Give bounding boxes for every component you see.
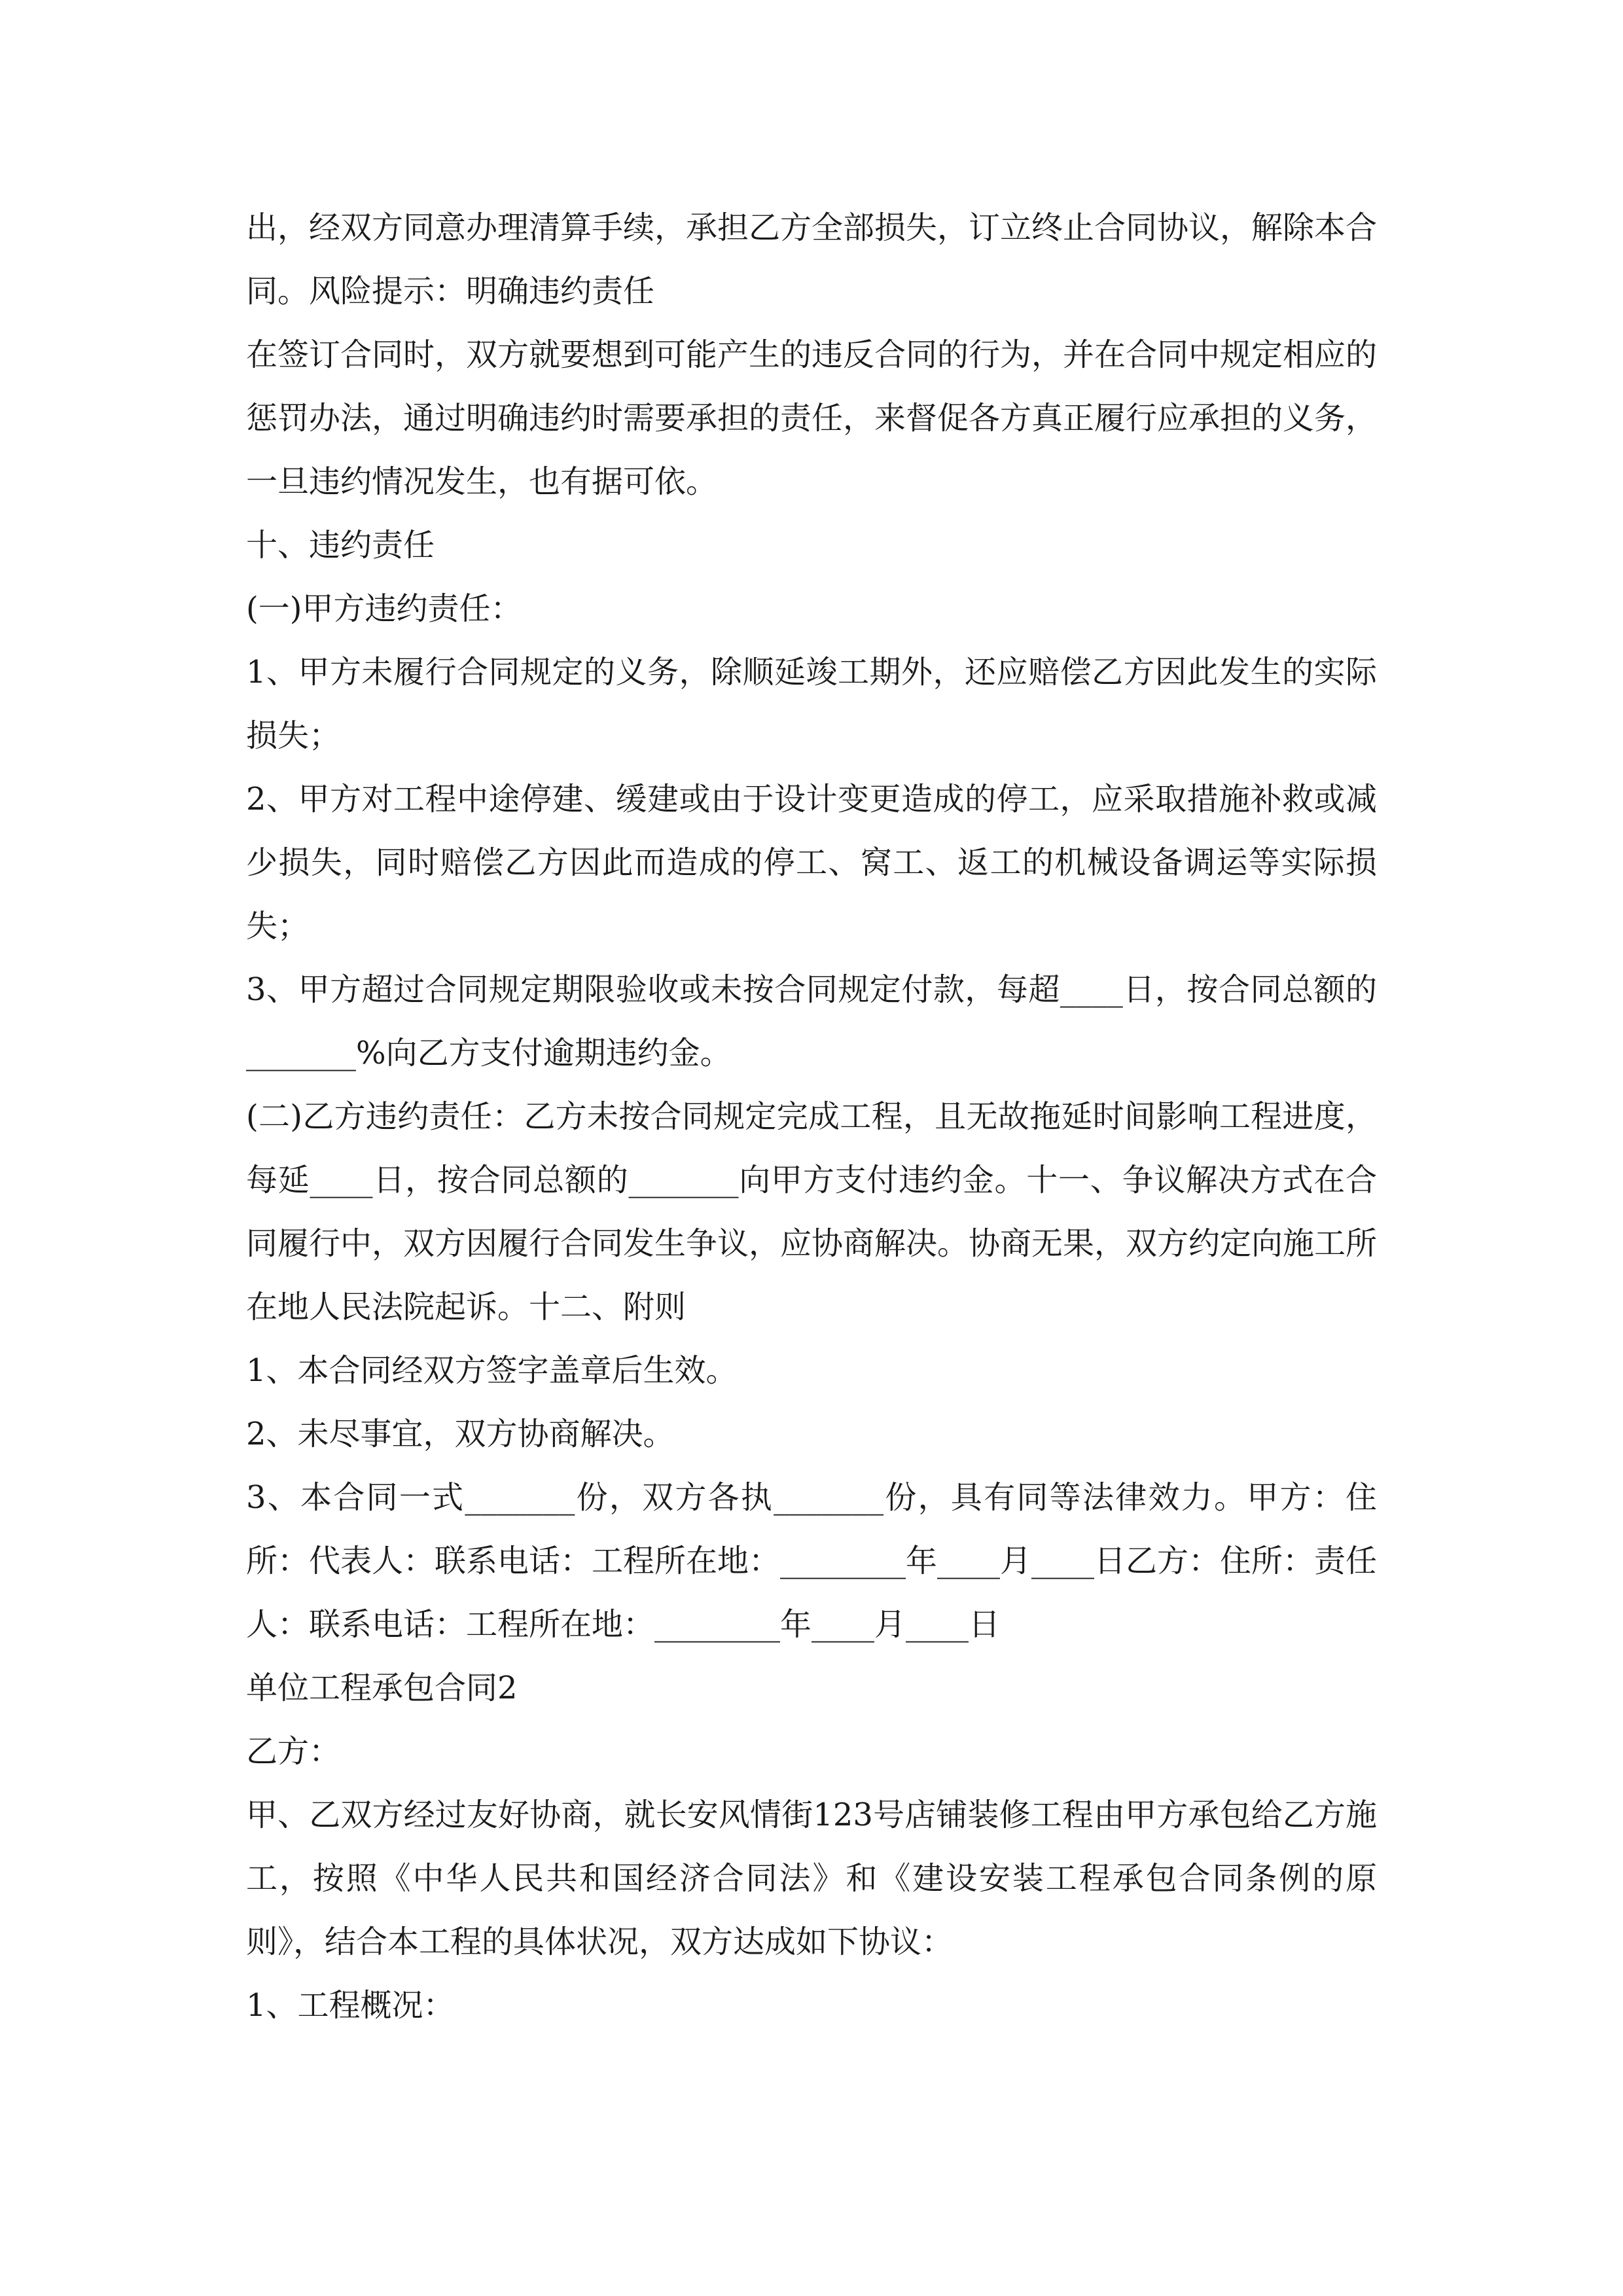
- subsection-heading-party-a: (一)甲方违约责任：: [246, 590, 522, 627]
- clause-party-a-2: 2、甲方对工程中途停建、缓建或由于设计变更造成的停工，应采取措施补救或减少损失，同时赔偿乙方因此而造成的停工、窝工、返工的机械设备调运等实际损失；: [246, 781, 1377, 944]
- clause-appendix-1: 1、本合同经双方签字盖章后生效。: [246, 1352, 738, 1389]
- party-b-label: 乙方：: [246, 1733, 341, 1770]
- clause-party-a-3: 3、甲方超过合同规定期限验收或未按合同规定付款，每超____日，按合同总额的_______%向乙方支付逾期违约金。: [246, 971, 1377, 1071]
- paragraph-risk-note: 在签订合同时，双方就要想到可能产生的违反合同的行为，并在合同中规定相应的惩罚办法，通过明确违约时需要承担的责任，来督促各方真正履行应承担的义务，一旦违约情况发生，也有据可依。: [246, 336, 1378, 500]
- contract-2-preamble: 甲、乙双方经过友好协商，就长安风情街123号店铺装修工程由甲方承包给乙方施工，按照《中华人民共和国经济合同法》和《建设安装工程承包合同条例的原则》，结合本工程的具体状况，双方达成如下协议：: [246, 1797, 1377, 1960]
- paragraph-termination-clause: 出，经双方同意办理清算手续，承担乙方全部损失，订立终止合同协议，解除本合同。风险提示：明确违约责任: [246, 209, 1378, 310]
- clause-party-b-liability: (二)乙方违约责任：乙方未按合同规定完成工程，且无故拖延时间影响工程进度，每延____日，按合同总额的_______向甲方支付违约金。十一、争议解决方式在合同履行中，双方因履行合同发生争议，应协商解决。协商无果，双方约定向施工所在地人民法院起诉。十二、附则: [246, 1098, 1378, 1325]
- clause-party-a-1: 1、甲方未履行合同规定的义务，除顺延竣工期外，还应赔偿乙方因此发生的实际损失；: [246, 654, 1377, 754]
- clause-appendix-3-signatures: 3、本合同一式_______份，双方各执_______份，具有同等法律效力。甲方：住所：代表人：联系电话：工程所在地：________年____月____日乙方：住所：责任人：联系电话：工程所在地：________年____月____日: [246, 1479, 1378, 1643]
- clause-appendix-2: 2、未尽事宜，双方协商解决。: [246, 1416, 675, 1452]
- section-heading-liability: 十、违约责任: [246, 527, 435, 564]
- project-overview-heading: 1、工程概况：: [246, 1987, 455, 2024]
- document-body: [246, 196, 1377, 2037]
- contract-2-title: 单位工程承包合同2: [246, 1670, 518, 1706]
